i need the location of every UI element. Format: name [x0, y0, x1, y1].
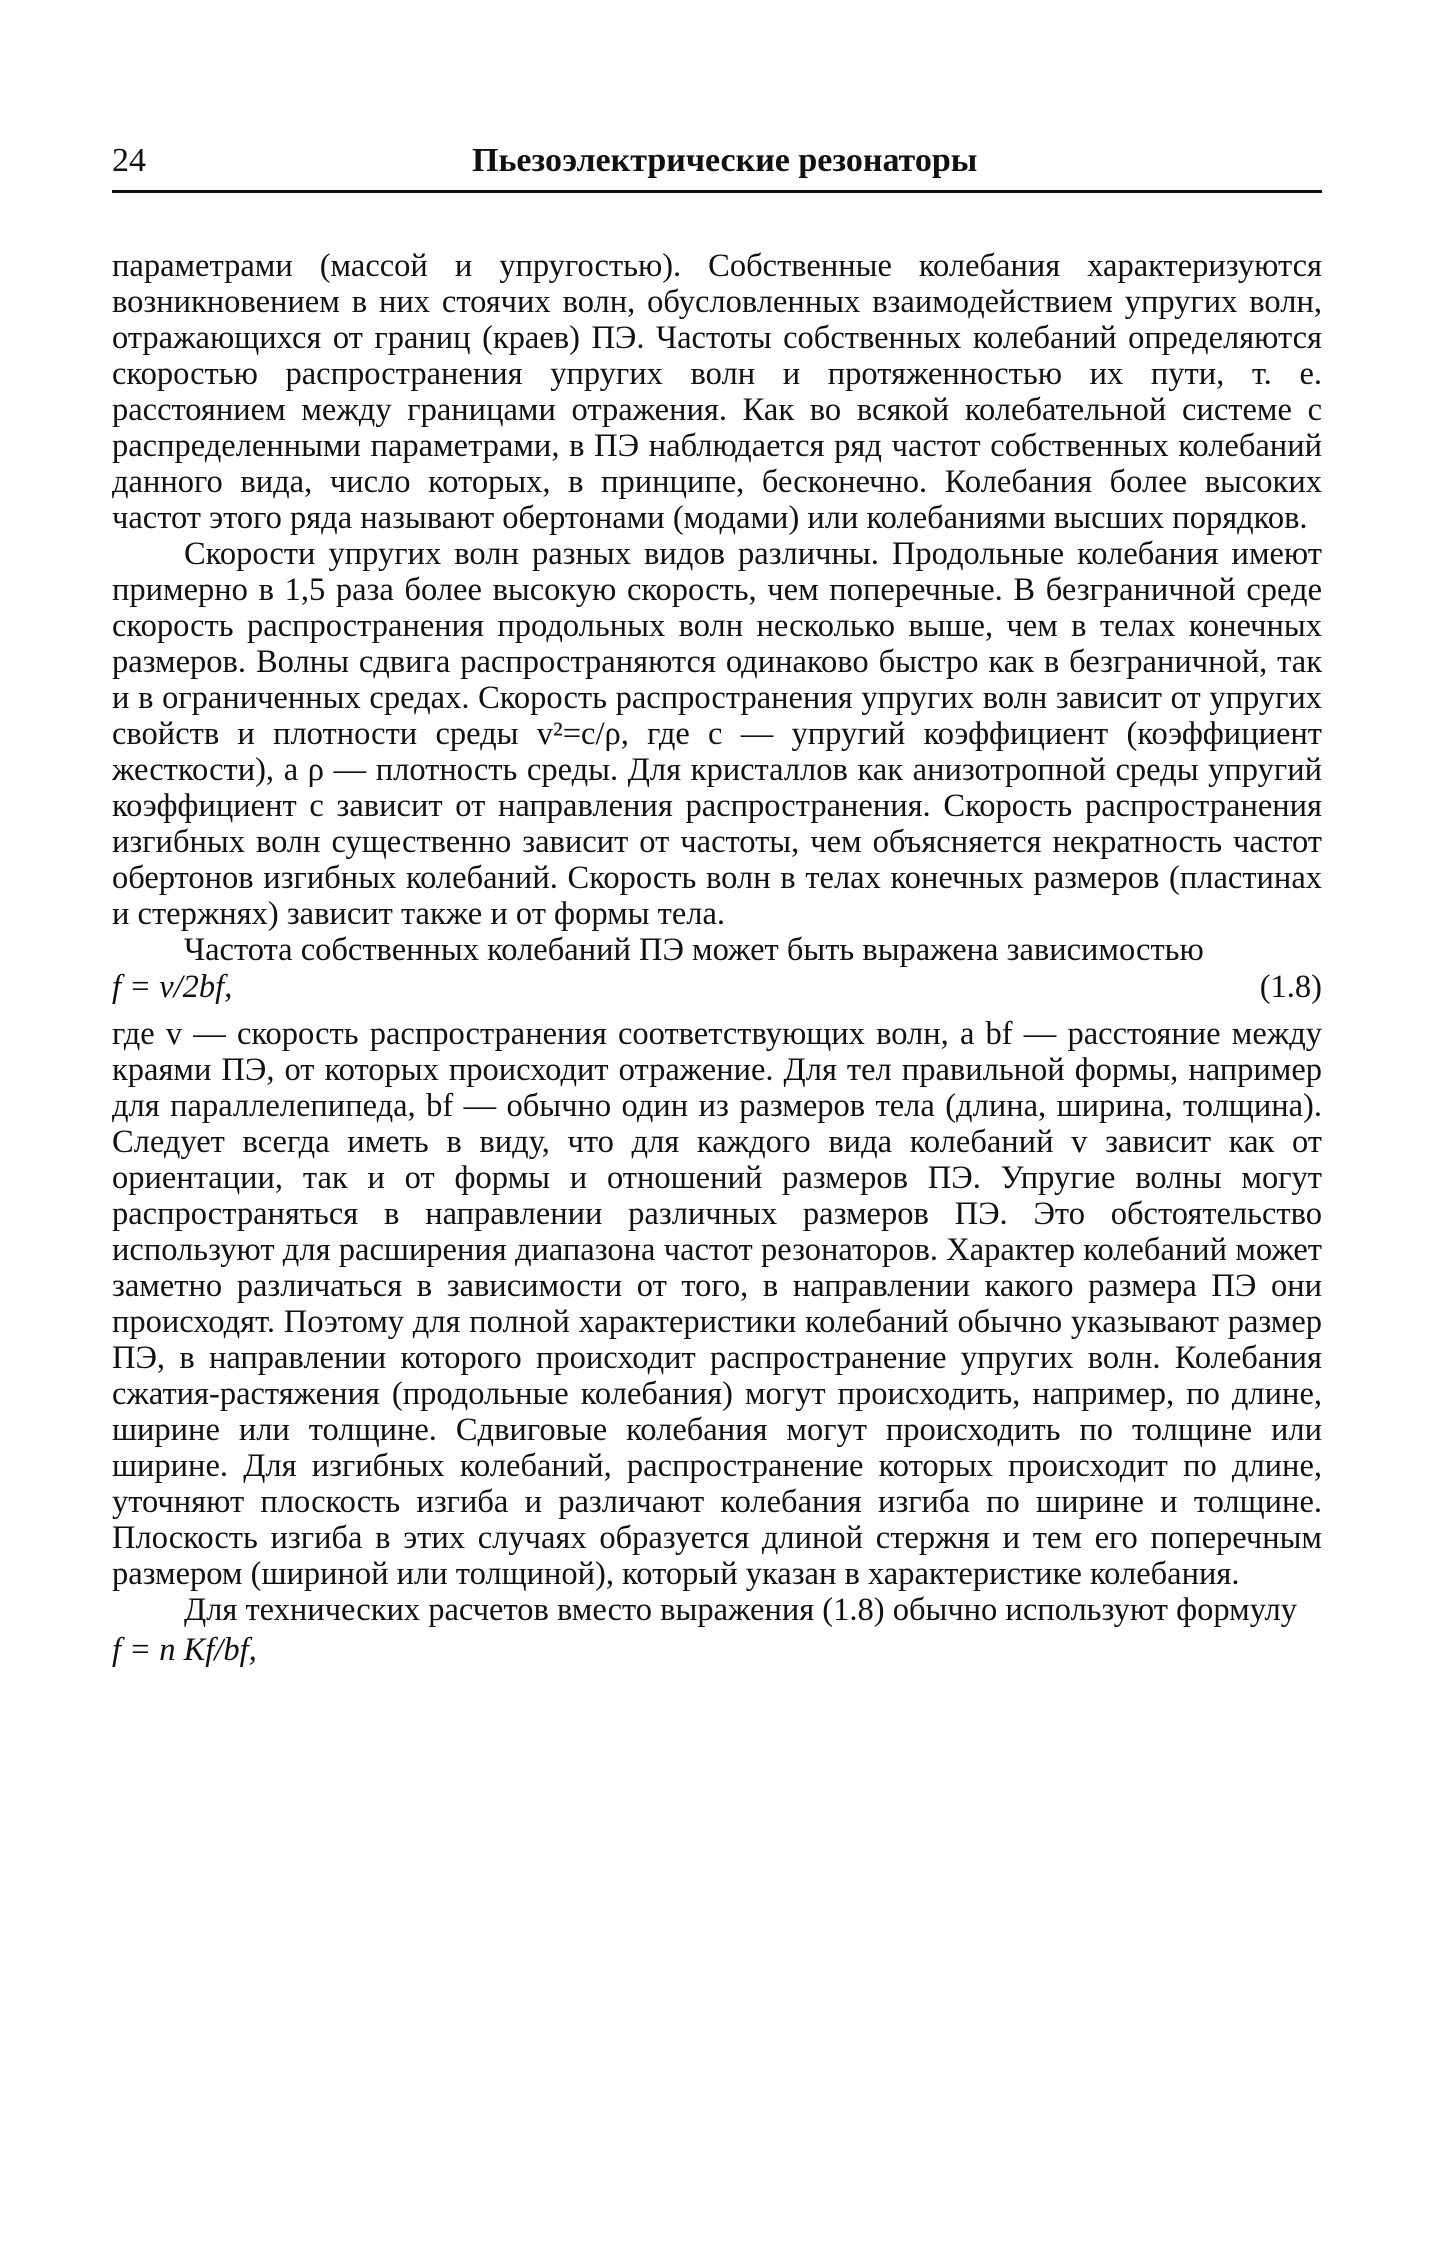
- formula-1-8: [112, 968, 1322, 1006]
- running-title: Пьезоэлектрические резонаторы: [472, 142, 978, 179]
- page-number: 24: [112, 142, 146, 179]
- paragraph-eigen-frequency: Частота собственных колебаний ПЭ может быть выражена зависимостью: [184, 932, 1204, 968]
- paragraph-continued: параметрами (массой и упругостью). Собственные колебания характеризуются возникновением в них стоячих волн, обусловленных взаимодействием упругих волн, отражающихся от границ (краев) ПЭ. Частоты собственных колебаний определяются скоростью распространения упругих волн и протяженностью их пути, т. е. расстоянием между границами отражения. Как во всякой колебательной системе с распределенными параметрами, в ПЭ наблюдается ряд частот собственных колебаний данного вида, число которых, в принципе, бесконечно. Колебания более высоких частот этого ряда называют обертонами (модами) или колебаниями высших порядков.: [112, 248, 1322, 536]
- paragraph-where: где v — скорость распространения соответствующих волн, а bf — расстояние между краями ПЭ, от которых происходит отражение. Для тел правильной формы, например для параллелепипеда, bf — обычно один из размеров тела (длина, ширина, толщина). Следует всегда иметь в виду, что для каждого вида колебаний v зависит как от ориентации, так и от формы и отношений размеров ПЭ. Упругие волны могут распространяться в направлении различных размеров ПЭ. Это обстоятельство используют для расширения диапазона частот резонаторов. Характер колебаний может заметно различаться в зависимости от того, в направлении какого размера ПЭ они происходят. Поэтому для полной характеристики колебаний обычно указывают размер ПЭ, в направлении которого происходит распространение упругих волн. Колебания сжатия-растяжения (продольные колебания) могут происходить, например, по длине, ширине или толщине. Сдвиговые колебания могут происходить по толщине или ширине. Для изгибных колебаний, распространение которых происходит по длине, уточняют плоскость изгиба и различают колебания изгиба по ширине и толщине. Плоскость изгиба в этих случаях образуется длиной стержня и тем его поперечным размером (шириной или толщиной), который указан в характеристике колебания.: [112, 1016, 1322, 1592]
- page-header: [112, 142, 1322, 193]
- paragraph-technical-calc: Для технических расчетов вместо выражения (1.8) обычно используют формулу: [184, 1592, 1298, 1628]
- formula-technical: [112, 1630, 1322, 1670]
- formula-1-8-number: (1.8): [1259, 969, 1322, 1005]
- page-body: [112, 248, 1322, 1670]
- formula-technical-expression: f = n Kf/bf,: [112, 1632, 257, 1668]
- formula-1-8-expression: f = v/2bf,: [112, 969, 233, 1005]
- paragraph-wave-speeds: Скорости упругих волн разных видов различны. Продольные колебания имеют примерно в 1,5 раза более высокую скорость, чем поперечные. В безграничной среде скорость распространения продольных волн несколько выше, чем в телах конечных размеров. Волны сдвига распространяются одинаково быстро как в безграничной, так и в ограниченных средах. Скорость распространения упругих волн зависит от упругих свойств и плотности среды v²=c/ρ, где c — упругий коэффициент (коэффициент жесткости), а ρ — плотность среды. Для кристаллов как анизотропной среды упругий коэффициент c зависит от направления распространения. Скорость распространения изгибных волн существенно зависит от частоты, чем объясняется некратность частот обертонов изгибных колебаний. Скорость волн в телах конечных размеров (пластинах и стержнях) зависит также и от формы тела.: [112, 536, 1322, 932]
